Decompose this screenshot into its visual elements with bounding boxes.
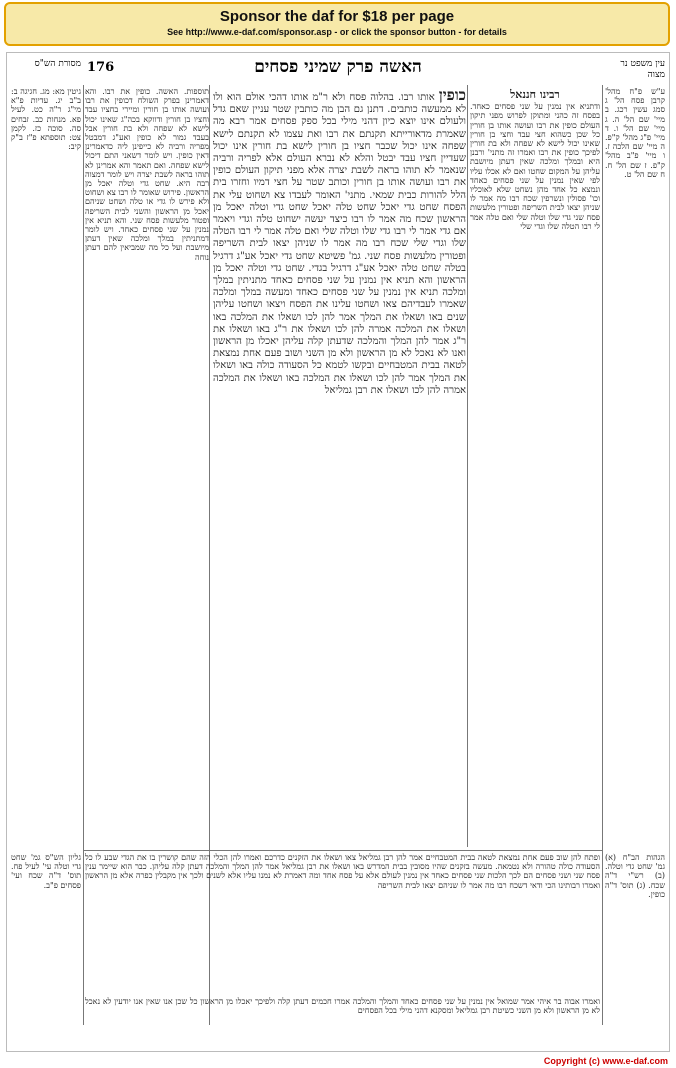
bottom-commentary-text: ופתח להן שוב פעם אחת נמצאת לטאה בבית המטבחיים אמר להן רבן גמליאל צאו ושאלו את הזקנים כדרכם ואמרו להן הכלי הזה שהם קושרין בו את הגדי שבע לו כל הסעודה כולה טהורה ולא נטמאה. מעשה בזקנים שהיו מסובין בבית המדרש באו ושאלו את רבן גמליאל אמר להן המלך והמלכה דעתן קלה עליהן. כבר הוא שיימר ענין פסח שני ושני פסחים הם לכך הלכות שני פסחים כאחד אין נמנין לעולם אלא על פסח אחד ומה דאמרת לא נמנו עליו אלא לשנים ולכך אין מקבלין כפרה אלא מן הראשון ואמרו רבותינו הכי ודאי דשכח רבו מה אמר לו שניהם יצאו לבית השריפה <box>85 853 600 890</box>
rabbeinu-chananel-title: רבינו חננאל <box>510 88 560 101</box>
daf-page <box>6 52 670 1052</box>
sponsor-title[interactable]: Sponsor the daf for $18 per page <box>219 8 455 25</box>
gilyon-column <box>11 853 81 1045</box>
page-number: 176 <box>87 60 115 75</box>
page-title: האשה פרק שמיני פסחים <box>254 57 422 77</box>
margin-left-text: גיטין מא: מג. חגיגה ב: ב"ב יג. עדיות פ"א מי"ג ר"ה כט. לעיל פא. מנחות כב. זבחים סה. סוכה כז. לקמן צט: תוספתא פ"ז ב"ק קיב: <box>11 87 81 152</box>
gemara-text: אותו רבו. בהלוה פסח ולא ר"מ אותו דהכי אולם הוא ולו לא ממעשה כותבים. דתנן גם הבן מה כותבין שטר עניין שאם גדל ולעולם אינו יוצא כיון דהני מילי בכל ספק פסחים אמר רבא מה שאמרת מדאורייתא תקנתם את רבו ואת עצמו לא תקנתם לישא שפחה אינו יכול שכבר חציו בן חורין לישא בת חורין אינו יכול שעדיין חציו עבד יבטל והלא לא נברא העולם אלא לפריה ורביה שנאמר לא תוהו בראה לשבת יצרה אלא מפני תיקון העולם כופין את רבו ועושה אותו בן חורין וכותב שטר על חצי דמיו וחזרו בית הלל להורות כבית שמאי. מתני' האומר לעבדו צא ושחוט עלי את הפסח שחט גדי יאכל שחט טלה יאכל שחט גדי וטלה יאכל מן הראשון שכח מה אמר לו רבו כיצד יעשה ישחוט טלה וגדי ויאמר אם גדי אמר לי רבו גדי שלו וטלה שלי ואם טלה אמר לי רבו הטלה שלו וגדי שלי שכח רבו מה אמר לו שניהן יצאו לבית השריפה ופטורין מלעשות פסח שני. גמ' פשיטא שחט גדי יאכל אע"ג דרגיל בטלה שחט טלה יאכל אע"ג דרגיל בגדי. שחט גדי וטלה יאכל מן הראשון והא תניא אין נמנין על שני פסחים כאחד מתניתין במלך ומלכה תניא אין נמנין על שני פסחים כאחד ומעשה במלך ומלכה שאמרו לעבדיהם צאו ושחטו עלינו את הפסח ויצאו ושחטו עליהן שנים באו ושאלו את המלך אמר להן לכו ושאלו את המלכה באו ושאלו את המלכה אמרה להן לכו ושאלו את ר"ג באו ושאלו את ר"ג אמר להן המלך והמלכה שדעתן קלה עליהן יאכלו מן הראשון ואנו לא נאכל לא מן הראשון ולא מן השני ושוב פעם אחת נמצאת לטאה בבית המטבחיים ובקשו לטמא כל הסעודה כולה באו ושאלו את המלך אמר להן לכו ושאלו את המלכה באו ושאלו את המלכה אמרה להן לכו ושאלו את רבן גמליאל <box>213 92 466 396</box>
column-divider <box>602 85 603 1025</box>
gemara-main-column <box>213 87 466 847</box>
rashi-text: ודתניא אין נמנין על שני פסחים כאחד. בפסח זה כהני ומתוקן לפרוש מפני תיקון העולם כופין את רבו ועושה אותו בן חורין כל שכן כשהוא חצי עבד וחצי בן חורין שאינו יכול לישא לא שפחה ולא בת חורין לפיכך כופין את רבו ואמרו זה מתני' ורבנן היא ובמלך ומלכה שאין דעתן מיושבת עליהן על המקום שחטו ואם לא אכלו עליו לפי שאין נמנין על שני פסחים כאחד ונמצא כל אחד מהן נשחט שלא לאוכליו וכו' פסולין ונשרפין שכח רבו מה אמר לו שניהן יצאו לבית השריפה ופטורין מלעשות פסח שני גדי שלו וטלה שלי ואם טלה אמר לי רבו הטלה שלו וגדי שלי <box>470 102 600 231</box>
section-divider <box>83 850 603 851</box>
tosafot-column <box>85 87 209 847</box>
header-right-label: עין משפט נר מצוה <box>620 59 665 80</box>
column-divider <box>467 85 468 847</box>
margin-mesoret <box>11 87 81 847</box>
margin-right-text: ע"ש פ"ח מהל' קרבן פסח הל' ג סמג עשין רכג. ב מיי' שם הל' ה. ג מיי' שם הל' ו. ד מיי' פ"ג מהל' ק"פ. ה מיי' שם הלכה ז. ו מיי' פ"ב מהל' ק"פ. ז שם הל' ח. ח שם הל' ט. <box>605 87 665 179</box>
hagahot-text: הגהות הב"ח (א) גמ' שחט גדי וטלה. (ב) רש"י ד"ה שכח. (ג) תוס' ד"ה כופין. <box>605 853 665 899</box>
opening-word: כופין <box>438 87 466 104</box>
copyright-link[interactable]: Copyright (c) www.e-daf.com <box>543 1056 668 1066</box>
column-divider <box>83 85 84 1025</box>
margin-ein-mishpat <box>605 87 665 847</box>
sponsor-banner[interactable] <box>4 2 670 46</box>
gilyon-text: גליון הש"ס גמ' שחט גדי וטלה עי' לעיל פח. תוס' ד"ה שכח ועי' פסחים פ"ב. <box>11 853 81 890</box>
bottom-commentary <box>85 853 600 993</box>
header-left-label: מסורת הש"ס <box>34 59 81 69</box>
tosafot-text: תוספות. האשה. כופין את רבו. והא דאמרינן בפרק השולח דכופין את רבו ועושה אותו בן חורין ומיירי בחציו עבד וחציו בן חורין ודווקא בכה"ג שאינו יכול לישא לא שפחה ולא בת חורין אבל בעבד גמור לא כופין ואע"ג דמבטל מפריה ורביה לא כייפינן ליה כדאמרינן דאין כופין. ויש לומר דשאני התם דיכול לישא שפחה. ואם תאמר והא אמרינן לא תוהו בראה לשבת יצרה ויש לומר דמצוה רבה היא. שחט גדי וטלה יאכל מן הראשון. פירוש שאומר לו רבו צא ושחוט ולא פירש לו גדי או טלה ושחט שניהם יאכל מן הראשון והשני לבית השריפה ופטור מלעשות פסח שני. והא תניא אין נמנין על שני פסחים כאחד. ויש לומר דמתניתין במלך ומלכה שאין דעתן מיושבת ועל כל מה שמביאין להם דעתן נוחה <box>85 87 209 262</box>
sponsor-subtitle[interactable]: See http://www.e-daf.com/sponsor.asp - or click the sponsor button - for details <box>167 27 507 37</box>
bottom-commentary-2 <box>85 997 600 1045</box>
rashi-column <box>470 87 600 847</box>
page-header <box>7 57 669 81</box>
hagahot-column <box>605 853 665 1045</box>
bottom-commentary-2-text: ואמרו אבוה בר איהי אמר שמואל אין נמנין על שני פסחים כאחד והמלך והמלכה אמרו חכמים דעתן קלה ולפיכך יאכלו מן הראשון כל שכן אנו שאין אנו יודעין לא נאכל לא מן הראשון ולא מן השני כשיטת רבן גמליאל ומסקנא דהני מילי בכל הפסחים <box>85 997 600 1016</box>
